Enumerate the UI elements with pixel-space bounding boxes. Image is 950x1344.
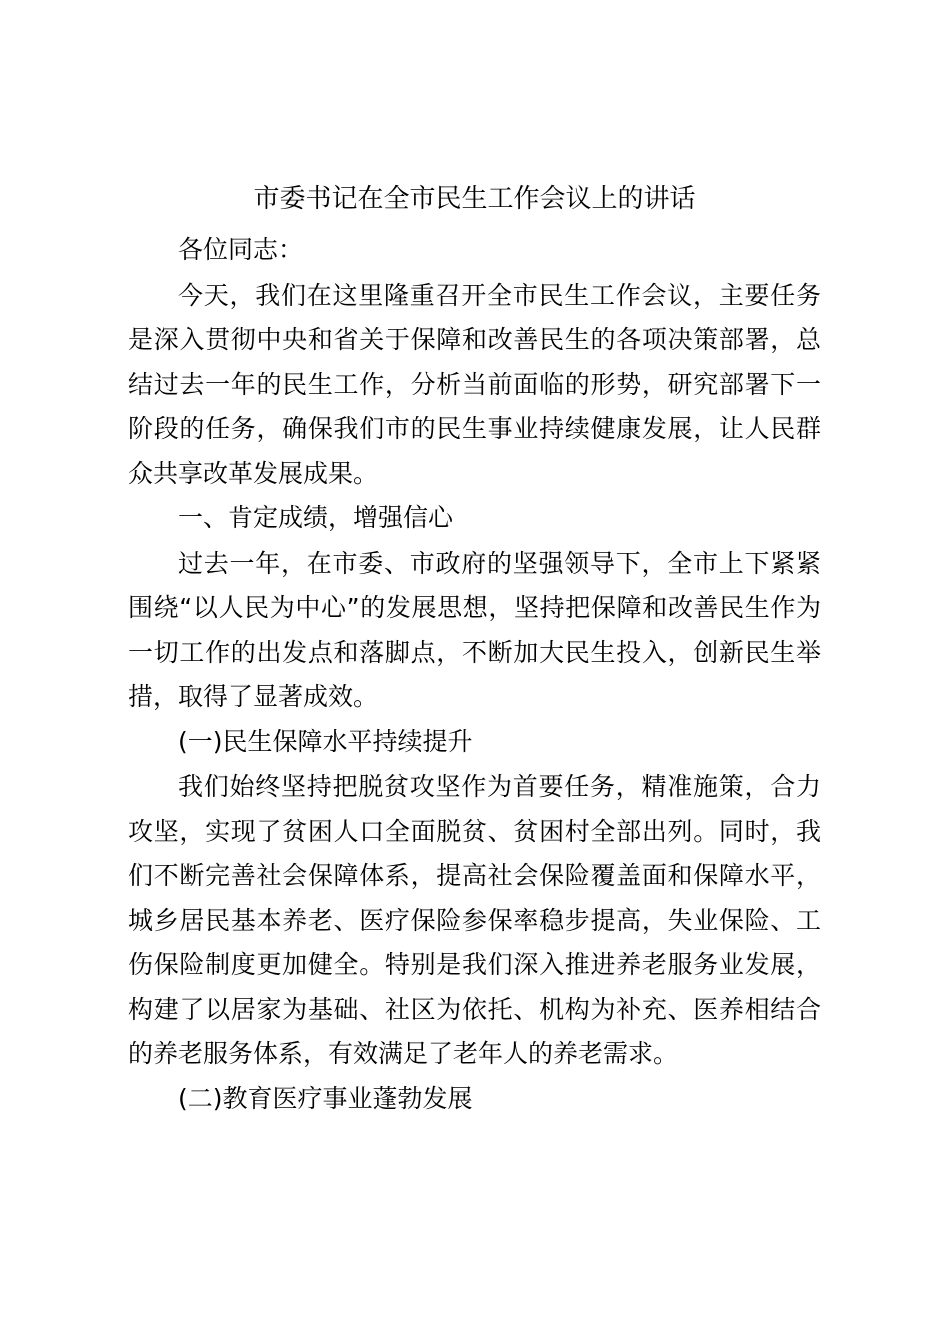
subsection-heading-2: (二)教育医疗事业蓬勃发展 <box>178 1083 473 1113</box>
document-page <box>128 174 821 1122</box>
paragraph-achievements: 过去一年，在市委、市政府的坚强领导下，全市上下紧紧围绕“以人民为中心”的发展思想，坚持把保障和改善民生作为一切工作的出发点和落脚点，不断加大民生投入，创新民生举措，取得了显著成效。 <box>128 548 821 711</box>
paragraph-livelihood-security: 我们始终坚持把脱贫攻坚作为首要任务，精准施策，合力攻坚，实现了贫困人口全面脱贫、贫困村全部出列。同时，我们不断完善社会保障体系，提高社会保险覆盖面和保障水平，城乡居民基本养老、医疗保险参保率稳步提高，失业保险、工伤保险制度更加健全。特别是我们深入推进养老服务业发展，构建了以居家为基础、社区为依托、机构为补充、医养相结合的养老服务体系，有效满足了老年人的养老需求。 <box>128 772 821 1068</box>
subsection-heading-1: (一)民生保障水平持续提升 <box>178 726 473 756</box>
salutation: 各位同志： <box>178 235 304 264</box>
document-title: 市委书记在全市民生工作会议上的讲话 <box>253 184 696 214</box>
section-heading-1: 一、肯定成绩，增强信心 <box>178 503 454 532</box>
paragraph-intro: 今天，我们在这里隆重召开全市民生工作会议，主要任务是深入贯彻中央和省关于保障和改善民生的各项决策部署，总结过去一年的民生工作，分析当前面临的形势，研究部署下一阶段的任务，确保我们市的民生事业持续健康发展，让人民群众共享改革发展成果。 <box>128 280 821 488</box>
